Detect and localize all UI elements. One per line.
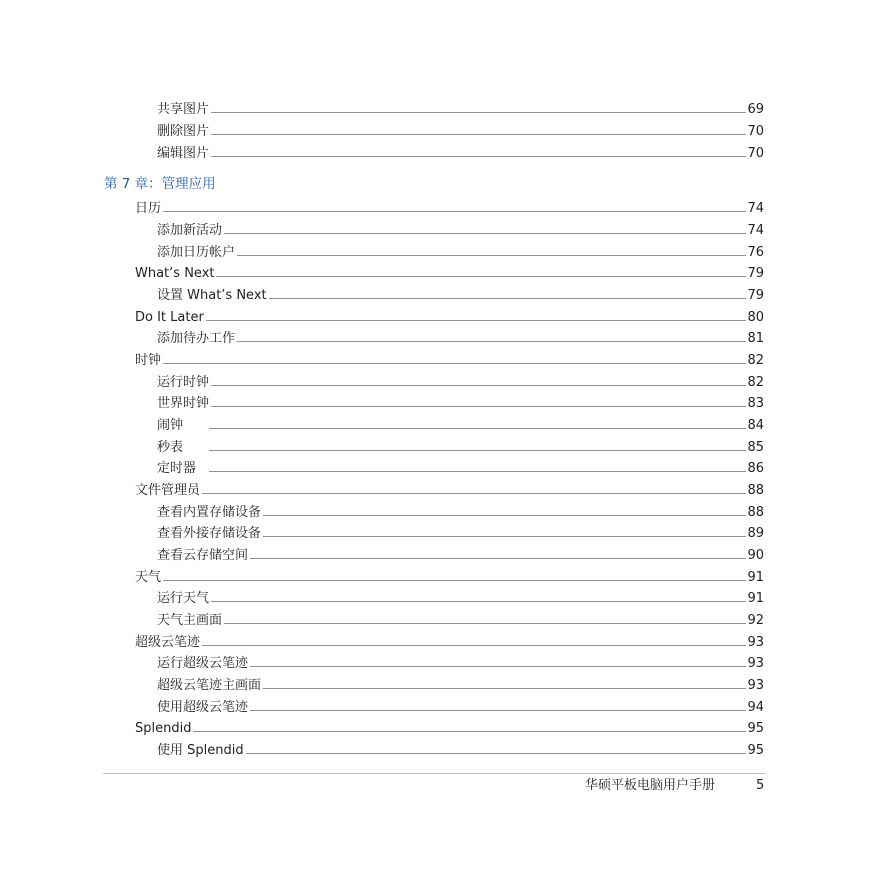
toc-entry[interactable] [157,440,764,456]
toc-entry-title: Splendid [135,721,192,736]
toc-entry-page: 92 [747,613,764,628]
toc-entry-title: 添加日历帐户 [157,245,236,260]
toc-entry-page: 70 [747,146,764,161]
dot-leader [211,405,746,408]
toc-entry[interactable] [157,102,764,118]
dot-leader [209,470,746,473]
dot-leader [209,449,746,452]
toc-entry-title: 天气主画面 [157,613,223,628]
dot-leader [211,384,746,387]
toc-entry-title: 天气 [135,570,162,585]
dot-leader [250,665,746,668]
toc-entry-title: 使用 Splendid [157,743,244,758]
toc-entry-title: 运行超级云笔迹 [157,656,249,671]
toc-entry-title: 添加待办工作 [157,331,236,346]
toc-entry-title: 编辑图片 [157,146,210,161]
toc-entry[interactable] [157,656,764,672]
dot-leader [237,340,746,343]
toc-entry-title: 删除图片 [157,124,210,139]
toc-entry-page: 89 [747,526,764,541]
toc-entry-title: 日历 [135,201,162,216]
toc-entry[interactable] [157,613,764,629]
dot-leader [250,709,746,712]
toc-entry[interactable] [157,331,764,347]
dot-leader [263,514,746,517]
dot-leader [224,622,746,625]
toc-entry-title: 超级云笔迹主画面 [157,678,262,693]
toc-entry[interactable] [157,396,764,412]
footer-divider [103,773,765,774]
toc-entry-page: 95 [747,743,764,758]
toc-entry-page: 74 [747,223,764,238]
dot-leader [211,111,746,114]
dot-leader [211,600,746,603]
toc-entry-title: 使用超级云笔迹 [157,700,249,715]
toc-entry[interactable] [157,700,764,716]
dot-leader [269,297,747,300]
toc-entry-page: 93 [747,678,764,693]
toc-entry-page: 83 [747,396,764,411]
toc-entry[interactable] [157,288,764,304]
toc-entry-title: 查看外接存储设备 [157,526,262,541]
toc-entry-page: 90 [747,548,764,563]
dot-leader [237,254,746,257]
toc-entry-page: 79 [747,288,764,303]
toc-entry-page: 86 [747,461,764,476]
toc-entry-page: 93 [747,635,764,650]
toc-entry-title: 查看云存储空间 [157,548,249,563]
toc-entry-page: 82 [747,353,764,368]
toc-entry[interactable] [135,570,764,586]
toc-entry[interactable] [135,721,764,737]
toc-entry-title: 秒表 [157,440,184,455]
toc-entry-page: 88 [747,483,764,498]
toc-entry[interactable] [157,505,764,521]
toc-entry[interactable] [157,146,764,162]
footer-manual-title: 华硕平板电脑用户手册 [585,778,716,793]
toc-entry-page: 81 [747,331,764,346]
toc-entry[interactable] [135,201,764,217]
toc-entry-title: 超级云笔迹 [135,635,201,650]
toc-entry-page: 91 [747,570,764,585]
toc-entry-title: 时钟 [135,353,162,368]
chapter-heading[interactable]: 第 7 章：管理应用 [104,176,216,192]
toc-entry-title: Do It Later [135,310,204,325]
dot-leader [209,427,746,430]
toc-entry-page: 84 [747,418,764,433]
toc-entry-page: 95 [747,721,764,736]
toc-entry-title: 共享图片 [157,102,210,117]
toc-entry-title: 运行天气 [157,591,210,606]
toc-entry-title: 世界时钟 [157,396,210,411]
toc-entry-title: What’s Next [135,266,215,281]
toc-entry[interactable] [157,418,764,434]
dot-leader [250,557,746,560]
toc-entry-page: 82 [747,375,764,390]
dot-leader [224,232,746,235]
toc-entry-page: 91 [747,591,764,606]
toc-entry-title: 闹钟 [157,418,184,433]
toc-entry-page: 88 [747,505,764,520]
dot-leader [206,319,747,322]
dot-leader [193,730,746,733]
toc-entry-title: 添加新活动 [157,223,223,238]
toc-entry-page: 93 [747,656,764,671]
toc-entry[interactable] [135,266,764,282]
toc-entry-title: 定时器 [157,461,197,476]
dot-leader [163,579,746,582]
dot-leader [202,644,746,647]
dot-leader [163,362,746,365]
toc-entry-page: 80 [747,310,764,325]
toc-entry-page: 70 [747,124,764,139]
toc-entry[interactable] [157,124,764,140]
dot-leader [211,155,746,158]
toc-entry-page: 79 [747,266,764,281]
dot-leader [202,492,746,495]
toc-entry[interactable] [157,526,764,542]
toc-entry[interactable] [135,353,764,369]
toc-entry[interactable] [157,375,764,391]
toc-entry[interactable] [135,635,764,651]
toc-entry[interactable] [157,548,764,564]
toc-entry-page: 74 [747,201,764,216]
toc-entry[interactable] [135,310,764,326]
toc-entry-title: 查看内置存储设备 [157,505,262,520]
toc-entry-page: 76 [747,245,764,260]
toc-entry[interactable] [157,678,764,694]
toc-entry[interactable] [157,223,764,239]
toc-entry[interactable] [157,245,764,261]
toc-entry-title: 运行时钟 [157,375,210,390]
toc-entry-page: 94 [747,700,764,715]
dot-leader [211,133,746,136]
dot-leader [263,535,746,538]
dot-leader [163,210,746,213]
toc-entry[interactable] [157,591,764,607]
toc-entry-page: 69 [747,102,764,117]
footer-page-number: 5 [756,778,765,793]
dot-leader [263,687,746,690]
dot-leader [246,752,747,755]
toc-entry-page: 85 [747,440,764,455]
dot-leader [216,275,746,278]
toc-entry[interactable] [157,461,764,477]
toc-entry[interactable] [157,743,764,759]
toc-entry-title: 文件管理员 [135,483,201,498]
toc-entry[interactable] [135,483,764,499]
toc-entry-title: 设置 What’s Next [157,288,267,303]
